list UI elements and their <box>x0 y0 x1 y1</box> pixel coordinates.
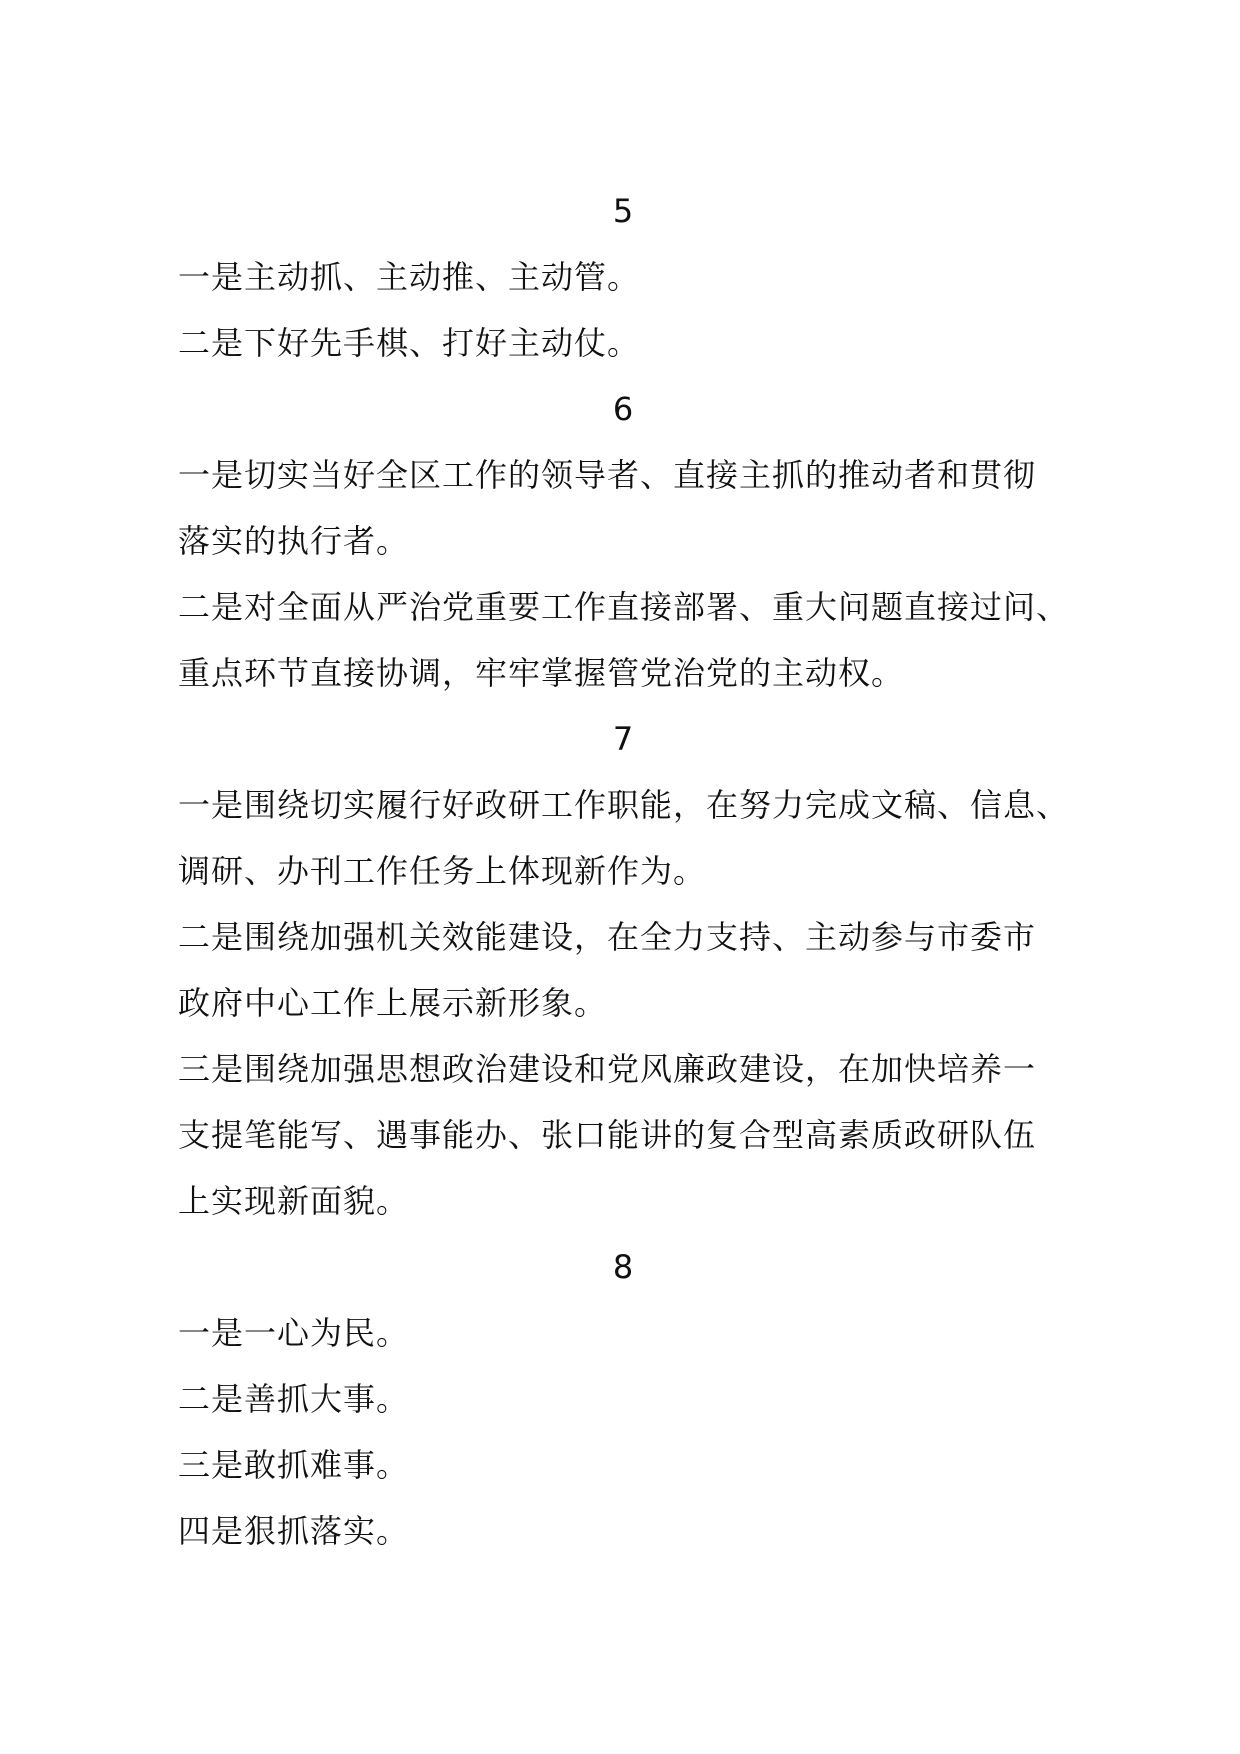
text-line: 落实的执行者。 <box>178 522 410 560</box>
text-line: 上实现新面貌。 <box>178 1182 410 1220</box>
text-line: 四是狠抓落实。 <box>178 1512 410 1550</box>
section-number: 7 <box>612 720 634 758</box>
section-number: 5 <box>612 192 634 230</box>
text-line: 一是一心为民。 <box>178 1314 410 1352</box>
text-line: 政府中心工作上展示新形象。 <box>178 984 608 1022</box>
section-number: 8 <box>612 1248 634 1286</box>
section-5 <box>178 178 1068 376</box>
text-line: 三是敢抓难事。 <box>178 1446 410 1484</box>
text-line: 二是下好先手棋、打好主动仗。 <box>178 324 641 362</box>
section-6 <box>178 376 1068 706</box>
document-body <box>178 178 1068 1564</box>
text-line: 二是对全面从严治党重要工作直接部署、重大问题直接过问、 <box>178 588 1070 626</box>
section-7 <box>178 706 1068 1234</box>
text-line: 调研、办刊工作任务上体现新作为。 <box>178 852 707 890</box>
section-number: 6 <box>612 390 634 428</box>
text-line: 一是切实当好全区工作的领导者、直接主抓的推动者和贯彻 <box>178 456 1037 494</box>
text-line: 三是围绕加强思想政治建设和党风廉政建设，在加快培养一 <box>178 1050 1037 1088</box>
text-line: 二是善抓大事。 <box>178 1380 410 1418</box>
text-line: 一是主动抓、主动推、主动管。 <box>178 258 641 296</box>
text-line: 支提笔能写、遇事能办、张口能讲的复合型高素质政研队伍 <box>178 1116 1037 1154</box>
text-line: 一是围绕切实履行好政研工作职能，在努力完成文稿、信息、 <box>178 786 1070 824</box>
text-line: 二是围绕加强机关效能建设，在全力支持、主动参与市委市 <box>178 918 1037 956</box>
text-line: 重点环节直接协调，牢牢掌握管党治党的主动权。 <box>178 654 905 692</box>
section-8 <box>178 1234 1068 1564</box>
